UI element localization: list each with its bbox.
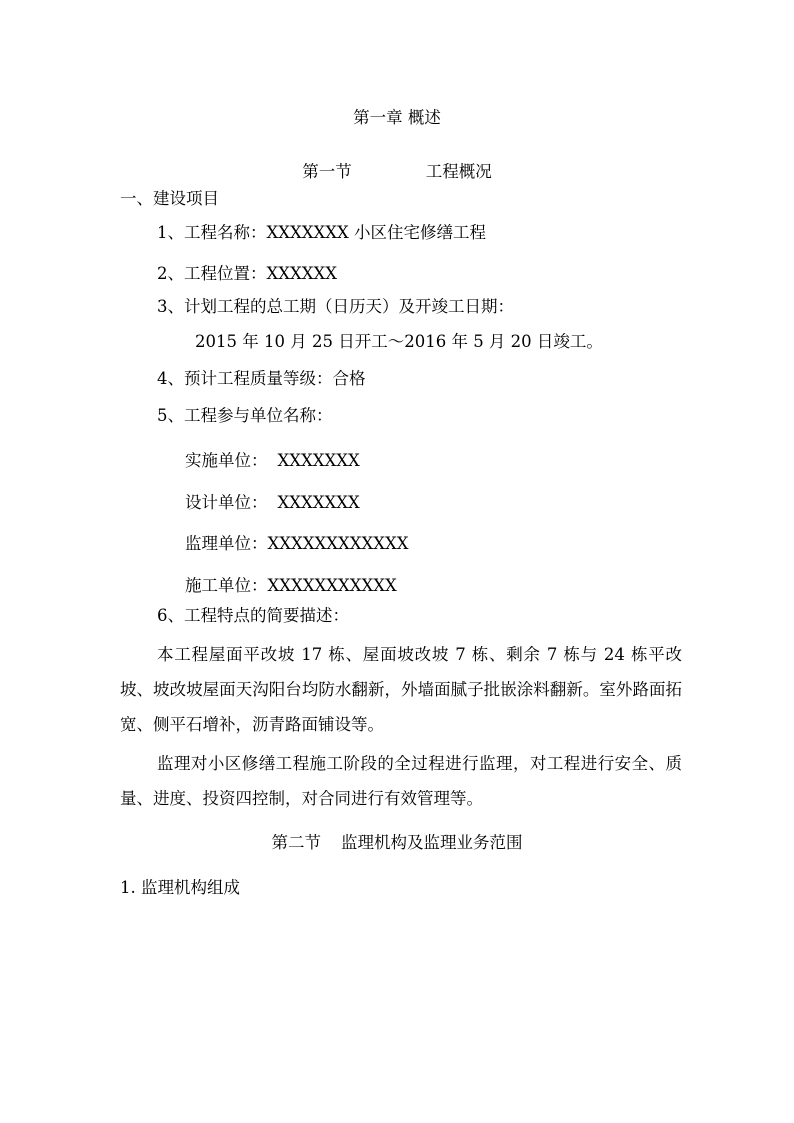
section-1-heading xyxy=(0,161,794,183)
project-name-line: 1、工程名称：XXXXXXX 小区住宅修缮工程 xyxy=(157,223,486,242)
unit-value: XXXXXXXXXXX xyxy=(267,576,397,595)
section-2-heading xyxy=(0,832,794,854)
unit-supervision xyxy=(185,533,408,555)
schedule-dates-line: 2015 年 10 月 25 日开工～2016 年 5 月 20 日竣工。 xyxy=(195,332,603,351)
unit-value: XXXXXXX xyxy=(277,451,360,470)
unit-implementing xyxy=(185,450,360,472)
participants-heading: 5、工程参与单位名称： xyxy=(157,406,333,425)
unit-label: 设计单位： xyxy=(185,493,268,512)
unit-value: XXXXXXXXXXXX xyxy=(267,534,409,553)
section-1-title: 工程概况 xyxy=(425,162,492,181)
schedule-line: 3、计划工程的总工期（日历天）及开竣工日期： xyxy=(157,297,514,316)
section-1-label: 第一节 xyxy=(302,162,352,181)
section-2-title: 监理机构及监理业务范围 xyxy=(341,833,523,852)
unit-label: 监理单位： xyxy=(185,534,268,553)
unit-label: 实施单位： xyxy=(185,451,268,470)
project-features-paragraph: 本工程屋面平改坡 17 栋、屋面坡改坡 7 栋、剩余 7 栋与 24 栋平改坡、坡改坡屋面天沟阳台均防水翻新，外墙面腻子批嵌涂料翻新。室外路面拓宽、侧平石增补，沥青路面铺设等。 xyxy=(120,645,682,734)
unit-design xyxy=(185,492,360,514)
features-heading: 6、工程特点的简要描述： xyxy=(157,606,349,625)
unit-label: 施工单位： xyxy=(185,576,268,595)
section-2-label: 第二节 xyxy=(271,833,321,852)
chapter-title: 第一章 概述 xyxy=(353,108,441,127)
project-location-line: 2、工程位置：XXXXXX xyxy=(157,264,337,283)
quality-grade-line: 4、预计工程质量等级：合格 xyxy=(157,369,366,388)
org-structure-heading: 1. 监理机构组成 xyxy=(120,878,240,897)
supervision-scope-paragraph: 监理对小区修缮工程施工阶段的全过程进行监理，对工程进行安全、质量、进度、投资四控制，对合同进行有效管理等。 xyxy=(120,754,682,808)
unit-construction xyxy=(185,575,397,597)
item-1-heading: 一、建设项目 xyxy=(120,189,219,208)
unit-value: XXXXXXX xyxy=(277,493,360,512)
